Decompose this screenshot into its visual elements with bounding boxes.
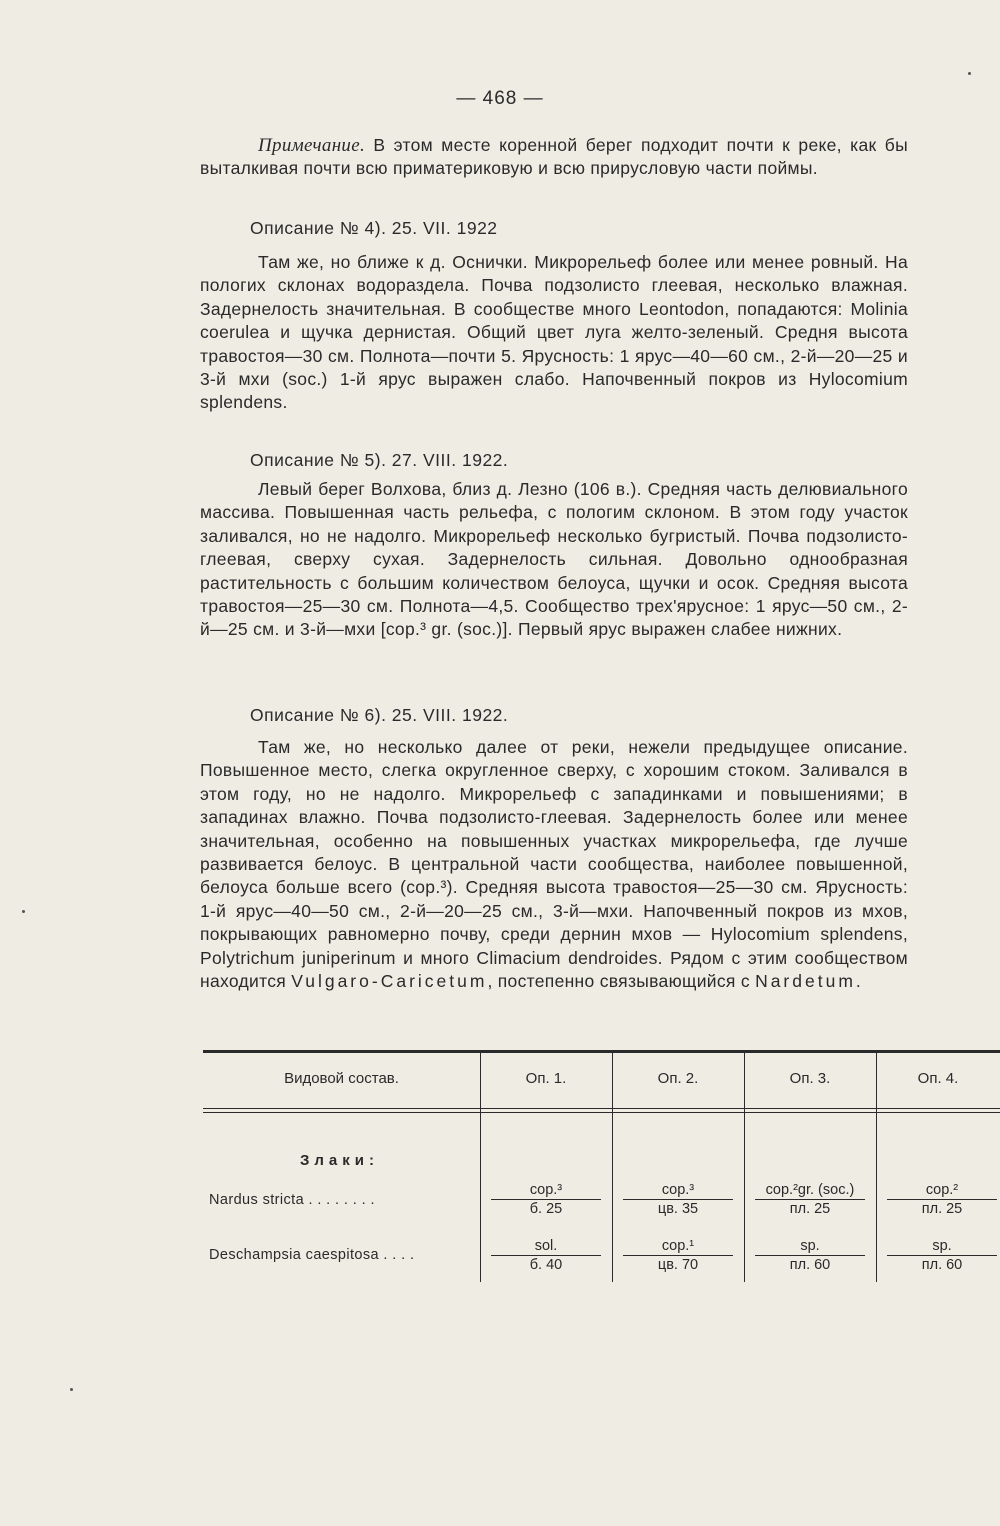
- table-cell: [623, 1182, 733, 1217]
- page-number: — 468 —: [456, 88, 544, 109]
- table-header-rule-double: [203, 1112, 1000, 1113]
- table-top-rule: [203, 1050, 1000, 1053]
- header-op-3: Оп. 3.: [789, 1070, 831, 1087]
- description-6-text: [200, 736, 908, 993]
- abundance-value: sp.: [755, 1238, 865, 1256]
- header-op-2: Оп. 2.: [657, 1070, 699, 1087]
- term-nardetum: Nardetum: [755, 971, 856, 992]
- column-divider: [612, 1053, 613, 1282]
- table-cell: [623, 1238, 733, 1273]
- height-value: б. 40: [529, 1257, 563, 1273]
- term-vulgaro-caricetum: Vulgaro-Caricetum: [291, 971, 488, 992]
- scan-speck: [22, 910, 25, 913]
- table-cell: [755, 1238, 865, 1273]
- abundance-value: cop.²: [887, 1182, 997, 1200]
- note-text: В этом месте коренной берег подходит почти к реке, как бы выталкивая почти всю приматериковую и всю прирусловую части поймы.: [200, 135, 908, 179]
- header-op-4: Оп. 4.: [917, 1070, 959, 1087]
- description-5-body: Левый берег Волхова, близ д. Лезно (106 в.). Средняя часть делювиального массива. Повышенная часть рельефа, с пологим склоном. В этом году участок заливался, но не надолго. Микрорельеф несколько бугристый. Почва подзолисто-глеевая, сверху сухая. Задернелость сильная. Довольно однообразная растительность с большим количеством белоуса, щучки и осок. Средняя высота травостоя—25—30 см. Полнота—4,5. Сообщество трех'ярусное: 1 ярус—50 см., 2-й—25 см. и 3-й—мхи [cop.³ gr. (soc.)]. Первый ярус выражен слабее нижних.: [200, 479, 908, 640]
- table-cell: [887, 1238, 997, 1273]
- description-6-body: Там же, но несколько далее от реки, нежели предыдущее описание. Повышенное место, слегка округленное сверху, с хорошим стоком. Заливался в этом году, но не надолго. Микрорельеф с западинками и повышениями; в западинах влажно. Почва подзолисто-глеевая. Задернелость более или менее значительная, особенно на повышенных участках микрорельефа, где лучше развивается белоус. В центральной части сообщества, наиболее повышенной, белоуса больше всего (cop.³). Средняя высота травостоя—25—30 см. Ярусность: 1-й ярус—40—50 см., 2-й—20—25 см., 3-й—мхи. Напочвенный покров из мхов, покрывающих равномерно почву, среди дернин мхов — Hylocomium splendens, Polytrichum juniperinum и много Climacium dendroides. Рядом с этим сообществом находится: [200, 737, 908, 992]
- description-4-body: Там же, но ближе к д. Оснички. Микрорельеф более или менее ровный. На пологих склонах водораздела. Почва подзолисто глеевая, несколько влажная. Задернелость значительная. В сообществе много Leontodon, попадаются: Molinia coerulea и щучка дернистая. Общий цвет луга желто-зеленый. Средня высота травостоя—30 см. Полнота—почти 5. Ярусность: 1 ярус—40—60 см., 2-й—20—25 и 3-й мхи (soc.) 1-й ярус выражен слабо. Напочвенный покров из Hylocomium splendens.: [200, 252, 908, 413]
- header-species: Видовой состав.: [284, 1070, 399, 1087]
- species-table: [203, 1050, 1000, 1282]
- description-6-end: .: [855, 971, 862, 992]
- column-divider: [744, 1053, 745, 1282]
- description-4-text: [200, 251, 908, 415]
- abundance-value: cop.¹: [623, 1238, 733, 1256]
- abundance-value: cop.³: [623, 1182, 733, 1200]
- description-6-mid: , постепенно связывающийся с: [487, 971, 756, 992]
- description-4-heading: Описание № 4). 25. VII. 1922: [250, 218, 498, 238]
- group-label-grasses: Злаки:: [300, 1152, 379, 1169]
- scan-speck: [70, 1388, 73, 1391]
- height-value: пл. 25: [921, 1201, 963, 1217]
- description-6-heading: Описание № 6). 25. VIII. 1922.: [250, 705, 509, 725]
- table-cell: [491, 1182, 601, 1217]
- species-name: Deschampsia caespitosa . . . .: [209, 1247, 415, 1263]
- header-op-1: Оп. 1.: [525, 1070, 567, 1087]
- note-paragraph: [200, 134, 908, 181]
- description-5-heading: Описание № 5). 27. VIII. 1922.: [250, 450, 509, 470]
- height-value: цв. 70: [657, 1257, 699, 1273]
- description-5-text: [200, 478, 908, 642]
- abundance-value: sol.: [491, 1238, 601, 1256]
- height-value: пл. 60: [921, 1257, 963, 1273]
- column-divider: [876, 1053, 877, 1282]
- table-cell: [755, 1182, 865, 1217]
- table-cell: [491, 1238, 601, 1273]
- table-header-rule: [203, 1108, 1000, 1109]
- note-lead: Примечание.: [258, 135, 366, 156]
- abundance-value: sp.: [887, 1238, 997, 1256]
- height-value: б. 25: [529, 1201, 563, 1217]
- abundance-value: cop.²gr. (soc.): [755, 1182, 865, 1200]
- column-divider: [480, 1053, 481, 1282]
- height-value: цв. 35: [657, 1201, 699, 1217]
- height-value: пл. 60: [789, 1257, 831, 1273]
- height-value: пл. 25: [789, 1201, 831, 1217]
- table-cell: [887, 1182, 997, 1217]
- abundance-value: cop.³: [491, 1182, 601, 1200]
- species-name: Nardus stricta . . . . . . . .: [209, 1192, 375, 1208]
- scan-speck: [968, 72, 971, 75]
